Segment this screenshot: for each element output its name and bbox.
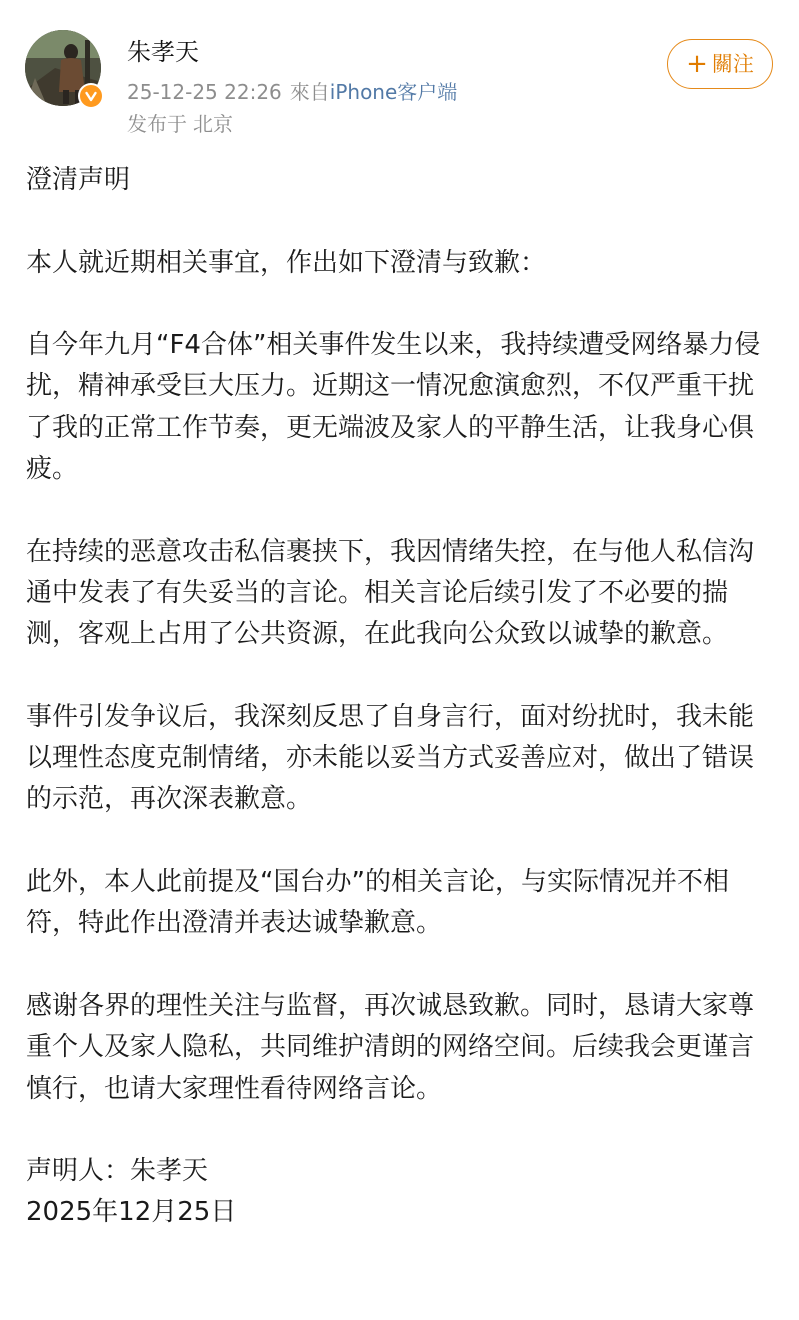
location-city: 北京: [193, 112, 233, 136]
post-location: [127, 110, 233, 138]
author-name[interactable]: 朱孝天: [127, 38, 199, 66]
post-timestamp: 25-12-25 22:26: [127, 80, 282, 104]
location-label: 发布于: [127, 112, 187, 136]
post-header: [0, 0, 799, 150]
statement-paragraph: 事件引发争议后，我深刻反思了自身言行，面对纷扰时，我未能以理性态度克制情绪，亦未能以妥当方式妥善应对，做出了错误的示范，再次深表歉意。: [26, 701, 755, 815]
post-source-prefix: 來自: [289, 80, 330, 104]
follow-button[interactable]: [667, 39, 773, 89]
statement-paragraph: 在持续的恶意攻击私信裹挟下，我因情绪失控，在与他人私信沟通中发表了有失妥当的言论。相关言论后续引发了不必要的揣测，客观上占用了公共资源，在此我向公众致以诚挚的歉意。: [26, 536, 755, 650]
statement-paragraph: 自今年九月“F4合体”相关事件发生以来，我持续遭受网络暴力侵扰，精神承受巨大压力。近期这一情况愈演愈烈，不仅严重干扰了我的正常工作节奏，更无端波及家人的平静生活，让我身心俱疲。: [26, 330, 761, 485]
plus-icon: +: [686, 49, 708, 79]
post-meta: [127, 78, 457, 106]
statement-paragraph: 此外，本人此前提及“国台办”的相关言论，与实际情况并不相符，特此作出澄清并表达诚挚歉意。: [26, 867, 729, 939]
follow-button-label: 關注: [711, 52, 754, 76]
statement-paragraph: 本人就近期相关事宜，作出如下澄清与致歉：: [26, 247, 547, 278]
statement-date: 2025年12月25日: [26, 1197, 237, 1228]
statement-paragraph: 感谢各界的理性关注与监督，再次诚恳致歉。同时，恳请大家尊重个人及家人隐私，共同维护清朗的网络空间。后续我会更谨言慎行，也请大家理性看待网络言论。: [26, 990, 755, 1104]
verified-badge-icon: [78, 83, 104, 109]
statement-title: 澄清声明: [26, 165, 131, 195]
statement-signature: 声明人：朱孝天: [26, 1156, 209, 1187]
post-body: [26, 160, 771, 1234]
post-source-client[interactable]: iPhone客户端: [329, 80, 458, 104]
